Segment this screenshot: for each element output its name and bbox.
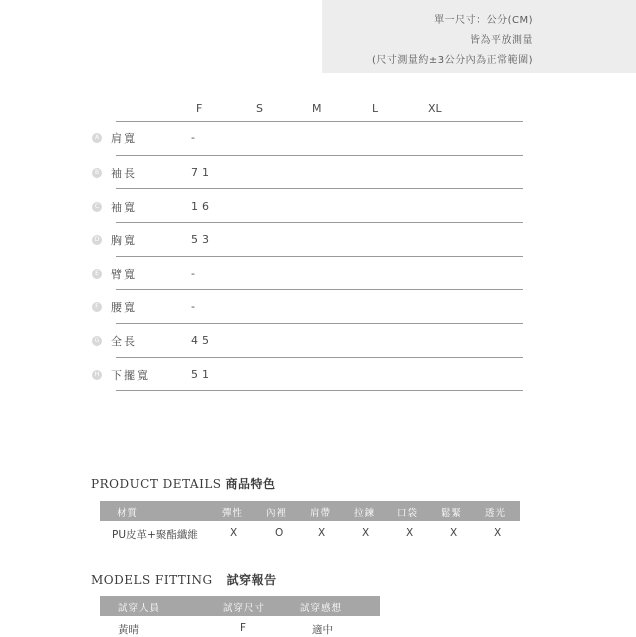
models-fitting-header bbox=[100, 596, 380, 616]
measure-badge: E bbox=[92, 269, 102, 279]
measure-value-f: - bbox=[191, 300, 199, 313]
pd-value-material: PU皮革+聚酯纖維 bbox=[112, 529, 198, 541]
measure-value-f: 45 bbox=[191, 334, 213, 347]
table-divider bbox=[116, 357, 523, 358]
table-row-label bbox=[92, 368, 150, 382]
measure-label: 臂寬 bbox=[111, 268, 137, 281]
measure-label: 全長 bbox=[111, 335, 137, 348]
pd-value-lining: O bbox=[275, 527, 284, 539]
measure-value-f: 53 bbox=[191, 233, 213, 246]
measure-badge: H bbox=[92, 370, 102, 380]
size-header-s: S bbox=[256, 102, 263, 115]
measure-badge: A bbox=[92, 133, 102, 143]
size-header-m: M bbox=[312, 102, 322, 115]
measure-value-f: - bbox=[191, 267, 199, 280]
size-header-f: F bbox=[196, 102, 203, 115]
table-divider bbox=[116, 121, 523, 122]
mf-value-comment: 適中 bbox=[312, 624, 333, 636]
pd-header-zipper: 拉鍊 bbox=[354, 508, 376, 519]
mf-header-comment: 試穿感想 bbox=[300, 603, 343, 614]
table-divider bbox=[116, 323, 523, 324]
table-divider bbox=[116, 256, 523, 257]
models-fitting-title-en: MODELS FITTING bbox=[91, 573, 213, 587]
table-divider bbox=[116, 390, 523, 391]
pd-value-strap: X bbox=[318, 527, 326, 539]
unit-note-line2: 皆為平放測量 bbox=[470, 35, 533, 46]
table-row-label bbox=[92, 334, 137, 348]
pd-header-pocket: 口袋 bbox=[397, 508, 419, 519]
table-divider bbox=[116, 188, 523, 189]
table-divider bbox=[116, 289, 523, 290]
measure-label: 胸寬 bbox=[111, 234, 137, 247]
measure-label: 腰寬 bbox=[111, 301, 137, 314]
product-details-title-zh: 商品特色 bbox=[225, 477, 276, 491]
pd-header-sheer: 透光 bbox=[485, 508, 507, 519]
table-divider bbox=[116, 222, 523, 223]
table-row-label bbox=[92, 267, 137, 281]
size-header-l: L bbox=[372, 102, 379, 115]
unit-note-box bbox=[322, 0, 636, 73]
measure-value-f: - bbox=[191, 131, 199, 144]
pd-header-lining: 內裡 bbox=[266, 508, 288, 519]
measure-badge: F bbox=[92, 302, 102, 312]
table-divider bbox=[116, 155, 523, 156]
measure-value-f: 51 bbox=[191, 368, 213, 381]
measure-badge: C bbox=[92, 202, 102, 212]
product-details-header bbox=[100, 501, 520, 521]
measure-label: 袖寬 bbox=[111, 201, 137, 214]
models-fitting-title bbox=[91, 571, 277, 588]
measure-label: 袖長 bbox=[111, 167, 137, 180]
measure-badge: G bbox=[92, 336, 102, 346]
pd-header-drawstring: 鬆緊 bbox=[441, 508, 463, 519]
product-details-title-en: PRODUCT DETAILS bbox=[91, 477, 222, 491]
pd-value-elastic: X bbox=[230, 527, 238, 539]
measure-label: 下擺寬 bbox=[111, 369, 150, 382]
mf-header-model: 試穿人員 bbox=[118, 603, 161, 614]
mf-value-model: 黃晴 bbox=[118, 624, 139, 636]
pd-header-elastic: 彈性 bbox=[222, 508, 244, 519]
models-fitting-title-zh: 試穿報告 bbox=[226, 573, 277, 587]
measure-label: 肩寬 bbox=[111, 132, 137, 145]
pd-value-zipper: X bbox=[362, 527, 370, 539]
mf-value-size: F bbox=[240, 622, 247, 634]
product-details-title bbox=[91, 475, 276, 492]
table-row-label bbox=[92, 233, 137, 247]
pd-header-strap: 肩帶 bbox=[310, 508, 332, 519]
table-row-label bbox=[92, 200, 137, 214]
pd-value-drawstring: X bbox=[450, 527, 458, 539]
unit-note-line1: 單一尺寸：公分(CM) bbox=[434, 15, 533, 26]
measure-badge: D bbox=[92, 235, 102, 245]
table-row-label bbox=[92, 166, 137, 180]
measure-value-f: 16 bbox=[191, 200, 213, 213]
table-row-label bbox=[92, 131, 137, 145]
pd-header-material: 材質 bbox=[117, 508, 139, 519]
unit-note-line3: (尺寸測量約±3公分內為正常範圍) bbox=[371, 55, 533, 66]
pd-value-sheer: X bbox=[494, 527, 502, 539]
measure-value-f: 71 bbox=[191, 166, 213, 179]
mf-header-size: 試穿尺寸 bbox=[223, 603, 266, 614]
table-row-label bbox=[92, 300, 137, 314]
pd-value-pocket: X bbox=[406, 527, 414, 539]
size-header-xl: XL bbox=[428, 102, 442, 115]
measure-badge: B bbox=[92, 168, 102, 178]
